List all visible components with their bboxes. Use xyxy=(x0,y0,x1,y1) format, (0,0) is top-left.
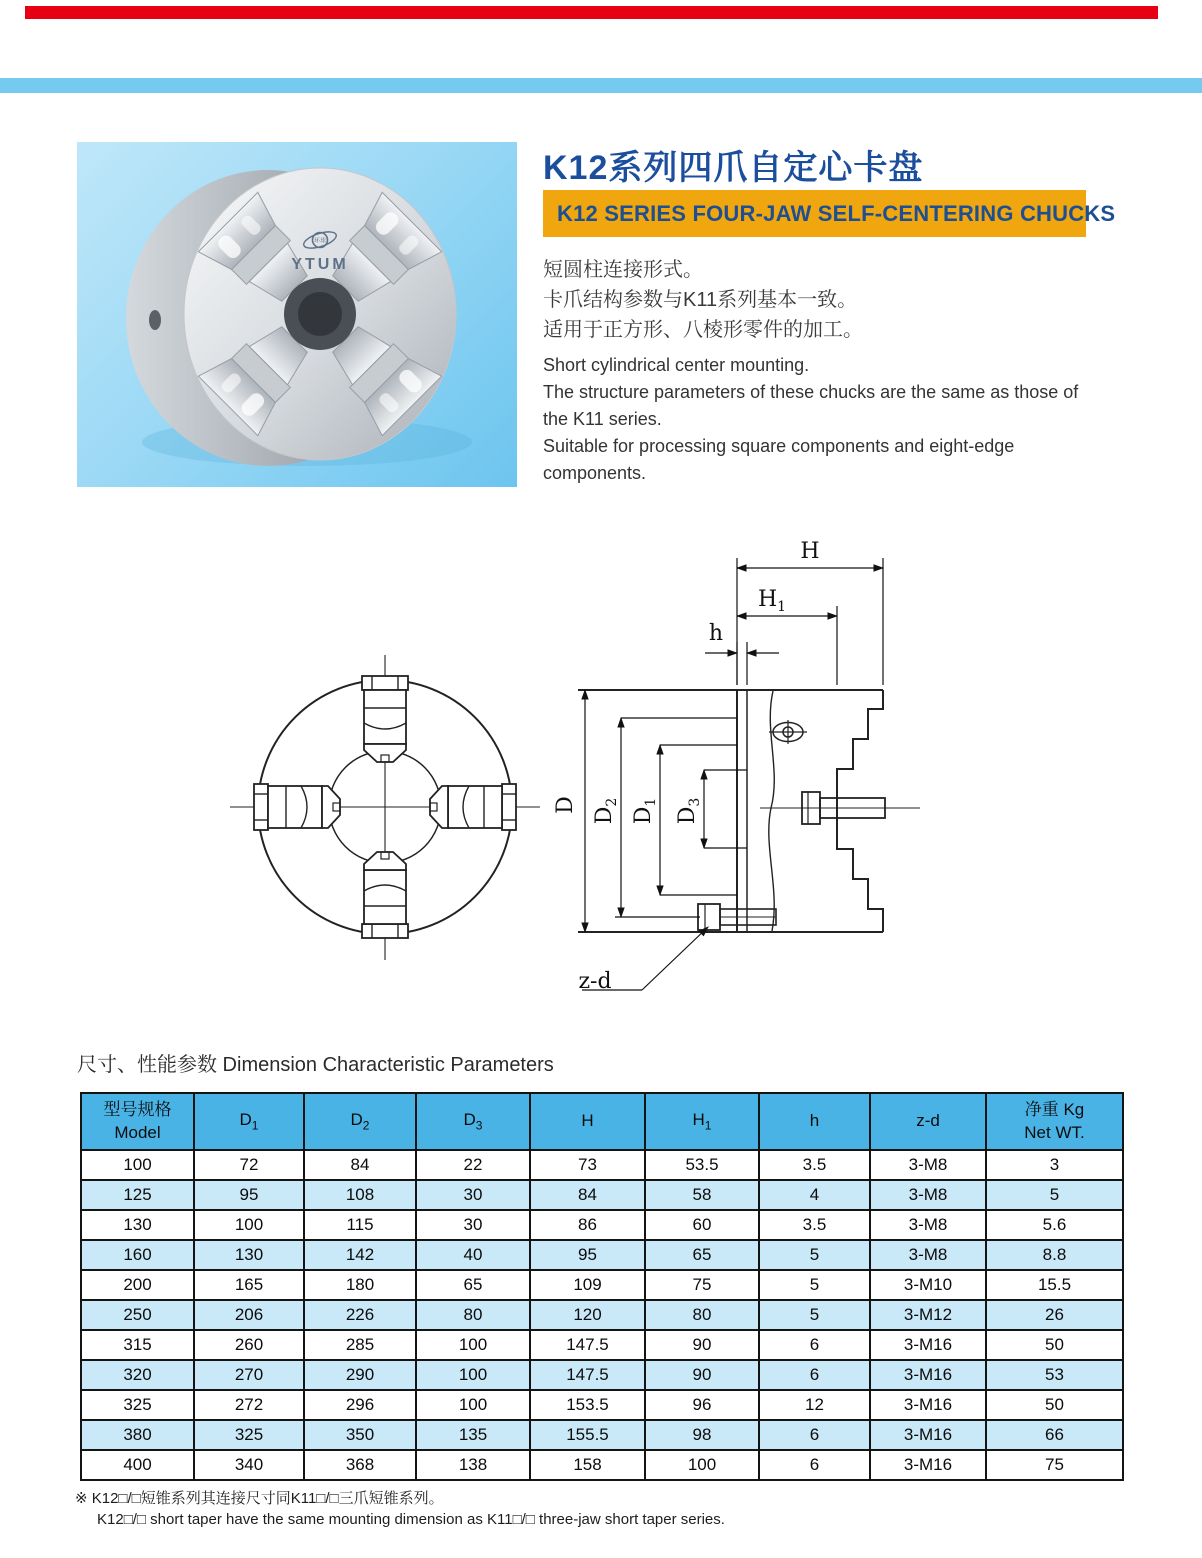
section-view-drawing xyxy=(578,690,920,932)
dim-label-D2: $D_2$ xyxy=(592,797,620,825)
table-cell: 100 xyxy=(416,1360,530,1390)
table-cell: 3-M8 xyxy=(870,1180,986,1210)
table-cell: 206 xyxy=(194,1300,304,1330)
table-cell: 66 xyxy=(986,1420,1123,1450)
brand-logo-text: YTUM xyxy=(291,256,349,273)
table-cell: 200 xyxy=(81,1270,194,1300)
column-header: z-d xyxy=(870,1093,986,1150)
table-cell: 100 xyxy=(416,1330,530,1360)
dim-label-H1: $H_1$ xyxy=(757,587,787,615)
table-cell: 12 xyxy=(759,1390,870,1420)
technical-drawing xyxy=(60,530,1000,1030)
side-pin-hole xyxy=(149,310,161,330)
table-cell: 100 xyxy=(81,1150,194,1180)
dim-label-D: D xyxy=(553,796,578,814)
table-cell: 130 xyxy=(194,1240,304,1270)
table-cell: 95 xyxy=(530,1240,645,1270)
table-cell: 155.5 xyxy=(530,1420,645,1450)
product-photo-panel xyxy=(77,142,517,487)
footnote xyxy=(75,1488,725,1530)
table-cell: 5 xyxy=(759,1240,870,1270)
table-cell: 90 xyxy=(645,1360,759,1390)
table-cell: 100 xyxy=(194,1210,304,1240)
table-cell: 380 xyxy=(81,1420,194,1450)
table-cell: 26 xyxy=(986,1300,1123,1330)
table-cell: 180 xyxy=(304,1270,416,1300)
table-cell: 125 xyxy=(81,1180,194,1210)
table-cell: 296 xyxy=(304,1390,416,1420)
table-cell: 3.5 xyxy=(759,1210,870,1240)
table-cell: 5.6 xyxy=(986,1210,1123,1240)
footnote-line-en: K12□/□ short taper have the same mounting dimension as K11□/□ three-jaw short taper series. xyxy=(97,1511,725,1528)
table-cell: 4 xyxy=(759,1180,870,1210)
table-cell: 368 xyxy=(304,1450,416,1480)
table-cell: 3-M16 xyxy=(870,1330,986,1360)
table-cell: 272 xyxy=(194,1390,304,1420)
table-cell: 160 xyxy=(81,1240,194,1270)
table-cell: 226 xyxy=(304,1300,416,1330)
table-cell: 84 xyxy=(530,1180,645,1210)
table-row xyxy=(81,1390,1123,1420)
description-line: 卡爪结构参数与K11系列基本一致。 xyxy=(543,289,858,311)
table-cell: 100 xyxy=(416,1390,530,1420)
table-cell: 40 xyxy=(416,1240,530,1270)
description-line: Short cylindrical center mounting. xyxy=(543,355,810,375)
table-cell: 50 xyxy=(986,1390,1123,1420)
table-cell: 320 xyxy=(81,1360,194,1390)
table-cell: 84 xyxy=(304,1150,416,1180)
table-cell: 22 xyxy=(416,1150,530,1180)
table-cell: 115 xyxy=(304,1210,416,1240)
table-cell: 30 xyxy=(416,1210,530,1240)
table-cell: 135 xyxy=(416,1420,530,1450)
table-cell: 3-M8 xyxy=(870,1240,986,1270)
table-cell: 3-M12 xyxy=(870,1300,986,1330)
table-cell: 5 xyxy=(986,1180,1123,1210)
table-row xyxy=(81,1240,1123,1270)
table-cell: 109 xyxy=(530,1270,645,1300)
table-cell: 80 xyxy=(645,1300,759,1330)
table-cell: 80 xyxy=(416,1300,530,1330)
table-cell: 153.5 xyxy=(530,1390,645,1420)
column-header: h xyxy=(759,1093,870,1150)
description-cn xyxy=(543,255,1113,345)
table-cell: 86 xyxy=(530,1210,645,1240)
table-cell: 6 xyxy=(759,1330,870,1360)
chuck-photo-illustration xyxy=(77,142,517,487)
top-blue-accent-bar xyxy=(0,78,1202,93)
table-row xyxy=(81,1450,1123,1480)
table-row xyxy=(81,1330,1123,1360)
spec-table xyxy=(80,1092,1124,1481)
table-cell: 138 xyxy=(416,1450,530,1480)
table-cell: 3-M16 xyxy=(870,1390,986,1420)
column-header: $D_2$ xyxy=(304,1093,416,1150)
table-cell: 250 xyxy=(81,1300,194,1330)
table-row xyxy=(81,1150,1123,1180)
table-cell: 15.5 xyxy=(986,1270,1123,1300)
table-cell: 98 xyxy=(645,1420,759,1450)
table-cell: 50 xyxy=(986,1330,1123,1360)
table-cell: 285 xyxy=(304,1330,416,1360)
table-cell: 3-M8 xyxy=(870,1150,986,1180)
description-line: 短圆柱连接形式。 xyxy=(543,259,703,281)
table-cell: 260 xyxy=(194,1330,304,1360)
table-cell: 75 xyxy=(986,1450,1123,1480)
table-cell: 3-M16 xyxy=(870,1420,986,1450)
series-banner: K12 SERIES FOUR-JAW SELF-CENTERING CHUCKS xyxy=(543,190,1086,237)
grease-fitting-icon xyxy=(769,720,807,744)
column-header: 型号规格 Model xyxy=(81,1093,194,1150)
dim-label-h: h xyxy=(708,621,724,646)
table-cell: 3-M16 xyxy=(870,1450,986,1480)
table-cell: 60 xyxy=(645,1210,759,1240)
table-cell: 5 xyxy=(759,1300,870,1330)
table-row xyxy=(81,1270,1123,1300)
table-cell: 400 xyxy=(81,1450,194,1480)
table-caption: 尺寸、性能参数 Dimension Characteristic Parameters xyxy=(77,1054,554,1076)
table-cell: 270 xyxy=(194,1360,304,1390)
table-cell: 3 xyxy=(986,1150,1123,1180)
table-cell: 325 xyxy=(81,1390,194,1420)
table-cell: 350 xyxy=(304,1420,416,1450)
table-row xyxy=(81,1210,1123,1240)
description-line: Suitable for processing square components and eight-edge components. xyxy=(543,436,1015,483)
column-header: $D_3$ xyxy=(416,1093,530,1150)
table-cell: 6 xyxy=(759,1420,870,1450)
logo-cn-text: 环球 xyxy=(313,238,327,245)
table-cell: 8.8 xyxy=(986,1240,1123,1270)
table-row xyxy=(81,1300,1123,1330)
column-header: $D_1$ xyxy=(194,1093,304,1150)
table-cell: 72 xyxy=(194,1150,304,1180)
column-header: $H_1$ xyxy=(645,1093,759,1150)
table-cell: 100 xyxy=(645,1450,759,1480)
table-cell: 95 xyxy=(194,1180,304,1210)
dim-label-zd: z-d xyxy=(578,969,612,994)
table-cell: 147.5 xyxy=(530,1360,645,1390)
table-row xyxy=(81,1180,1123,1210)
table-cell: 158 xyxy=(530,1450,645,1480)
table-cell: 6 xyxy=(759,1360,870,1390)
table-cell: 108 xyxy=(304,1180,416,1210)
table-cell: 325 xyxy=(194,1420,304,1450)
table-row xyxy=(81,1420,1123,1450)
table-cell: 53 xyxy=(986,1360,1123,1390)
table-cell: 290 xyxy=(304,1360,416,1390)
dim-label-H: H xyxy=(800,539,820,564)
table-cell: 3-M8 xyxy=(870,1210,986,1240)
table-cell: 130 xyxy=(81,1210,194,1240)
column-header: 净重 Kg Net WT. xyxy=(986,1093,1123,1150)
table-cell: 315 xyxy=(81,1330,194,1360)
table-cell: 3.5 xyxy=(759,1150,870,1180)
center-bore-inner xyxy=(298,292,342,336)
description-line: The structure parameters of these chucks are the same as those of the K11 series. xyxy=(543,382,1079,429)
table-cell: 73 xyxy=(530,1150,645,1180)
top-red-accent-bar xyxy=(25,6,1158,19)
dim-label-D1: $D_1$ xyxy=(631,797,659,825)
table-cell: 90 xyxy=(645,1330,759,1360)
column-header: H xyxy=(530,1093,645,1150)
table-cell: 3-M16 xyxy=(870,1360,986,1390)
table-cell: 65 xyxy=(416,1270,530,1300)
table-cell: 120 xyxy=(530,1300,645,1330)
table-cell: 65 xyxy=(645,1240,759,1270)
table-cell: 340 xyxy=(194,1450,304,1480)
table-cell: 6 xyxy=(759,1450,870,1480)
description-en xyxy=(543,352,1108,487)
table-cell: 53.5 xyxy=(645,1150,759,1180)
dim-label-D3: $D_3$ xyxy=(675,797,703,825)
footnote-line-cn: ※ K12□/□短锥系列其连接尺寸同K11□/□三爪短锥系列。 xyxy=(75,1490,444,1507)
table-cell: 96 xyxy=(645,1390,759,1420)
table-cell: 165 xyxy=(194,1270,304,1300)
table-cell: 142 xyxy=(304,1240,416,1270)
table-cell: 30 xyxy=(416,1180,530,1210)
table-row xyxy=(81,1360,1123,1390)
table-cell: 3-M10 xyxy=(870,1270,986,1300)
table-header-row xyxy=(81,1093,1123,1150)
description-line: 适用于正方形、八棱形零件的加工。 xyxy=(543,319,863,341)
table-cell: 147.5 xyxy=(530,1330,645,1360)
table-cell: 58 xyxy=(645,1180,759,1210)
page-title: K12系列四爪自定心卡盘 xyxy=(543,149,924,187)
front-view-drawing xyxy=(230,655,540,960)
table-cell: 5 xyxy=(759,1270,870,1300)
table-cell: 75 xyxy=(645,1270,759,1300)
